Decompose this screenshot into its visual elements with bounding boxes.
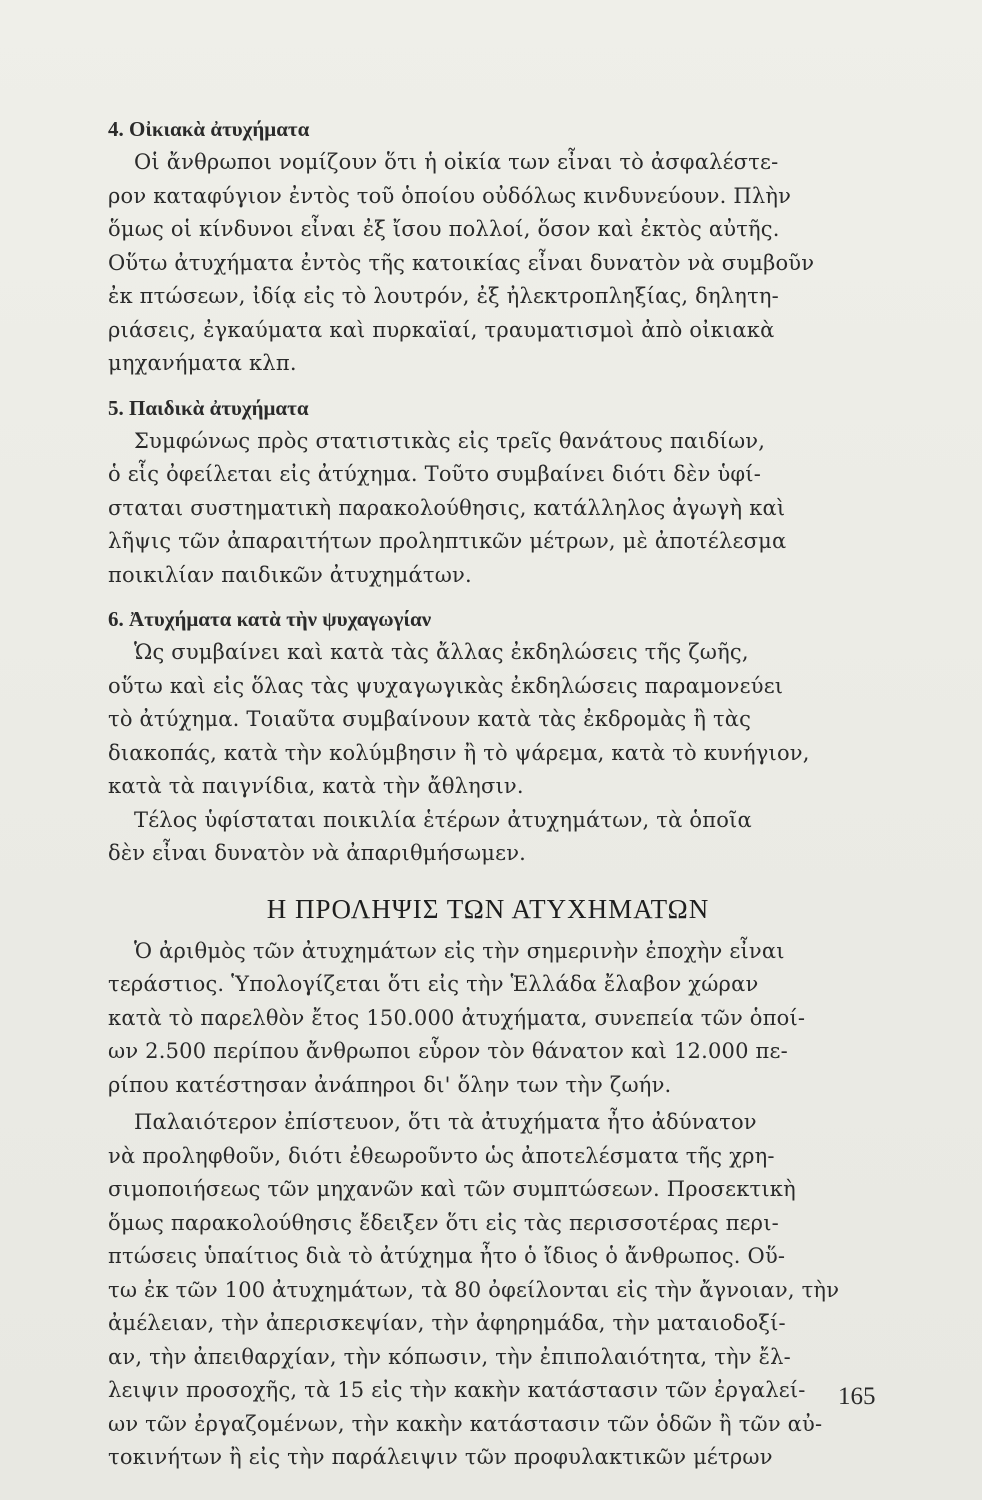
text-line: δὲν εἶναι δυνατὸν νὰ ἀπαριθμήσωμεν.	[108, 841, 527, 865]
text-line: πτώσεις ὑπαίτιος διὰ τὸ ἀτύχημα ἦτο ὁ ἴδιος ὁ ἄνθρωπος. Οὕ-	[108, 1244, 786, 1268]
text-line: Οἱ ἄνθρωποι νομίζουν ὅτι ἡ οἰκία των εἶναι τὸ ἀσφαλέστε-	[134, 150, 779, 174]
text-line: ἐκ πτώσεων, ἰδίᾳ εἰς τὸ λουτρόν, ἐξ ἠλεκτροπληξίας, δηλητη-	[108, 284, 779, 308]
text-line: ων τῶν ἐργαζομένων, τὴν κακὴν κατάστασιν τῶν ὁδῶν ἢ τῶν αὐ-	[108, 1411, 823, 1436]
text-line: κατὰ τὰ παιγνίδια, κατὰ τὴν ἄθλησιν.	[108, 774, 524, 798]
text-line: ων 2.500 περίπου ἄνθρωποι εὗρον τὸν θάνατον καὶ 12.000 πε-	[108, 1039, 788, 1063]
text-line: ὅμως παρακολούθησις ἔδειξεν ὅτι εἰς τὰς περισσοτέρας περι-	[108, 1210, 779, 1235]
text-line: οὕτω καὶ εἰς ὅλας τὰς ψυχαγωγικὰς ἐκδηλώσεις παραμονεύει	[108, 673, 784, 698]
section-heading: 4. Οἰκιακὰ ἀτυχήματα	[108, 117, 310, 141]
section-heading: 6. Ἀτυχήματα κατὰ τὴν ψυχαγωγίαν	[108, 607, 432, 631]
text-line: αν, τὴν ἀπειθαρχίαν, τὴν κόπωσιν, τὴν ἐπιπολαιότητα, τὴν ἔλ-	[108, 1344, 791, 1369]
text-line: Ὁ ἀριθμὸς τῶν ἀτυχημάτων εἰς τὴν σημερινὴν ἐποχὴν εἶναι	[134, 938, 785, 963]
text-line: διακοπάς, κατὰ τὴν κολύμβησιν ἢ τὸ ψάρεμα, κατὰ τὸ κυνήγιον,	[108, 740, 810, 765]
spacer	[108, 381, 868, 391]
text-line: ριάσεις, ἐγκαύματα καὶ πυρκαϊαί, τραυματισμοὶ ἀπὸ οἰκιακὰ	[108, 317, 775, 342]
spacer	[108, 592, 868, 602]
text-line: ρίπου κατέστησαν ἀνάπηροι δι' ὅλην των τὴν ζωήν.	[108, 1072, 672, 1097]
text-line: Οὕτω ἀτυχήματα ἐντὸς τῆς κατοικίας εἶναι δυνατὸν νὰ συμβοῦν	[108, 250, 815, 275]
text-line: Παλαιότερον ἐπίστευον, ὅτι τὰ ἀτυχήματα ἦτο ἀδύνατον	[134, 1110, 757, 1134]
text-line: Συμφώνως πρὸς στατιστικὰς εἰς τρεῖς θανάτους παιδίων,	[134, 428, 766, 453]
text-line: τὸ ἀτύχημα. Τοιαῦτα συμβαίνουν κατὰ τὰς ἐκδρομὰς ἢ τὰς	[108, 707, 752, 731]
text-line: μηχανήματα κλπ.	[108, 351, 297, 375]
text-line: νὰ προληφθοῦν, διότι ἐθεωροῦντο ὡς ἀποτελέσματα τῆς χρη-	[108, 1143, 775, 1168]
text-line: σταται συστηματικὴ παρακολούθησις, κατάλληλος ἀγωγὴ καὶ	[108, 495, 786, 520]
text-line: ὅμως οἱ κίνδυνοι εἶναι ἐξ ἴσου πολλοί, ὅσον καὶ ἐκτὸς αὐτῆς.	[108, 217, 780, 241]
section-heading: 5. Παιδικὰ ἀτυχήματα	[108, 395, 309, 420]
chapter-title: Η ΠΡΟΛΗΨΙΣ ΤΩΝ ΑΤΥΧΗΜΑΤΩΝ	[266, 893, 710, 924]
text-line: τεράστιος. Ὑπολογίζεται ὅτι εἰς τὴν Ἑλλάδα ἔλαβον χώραν	[108, 972, 759, 996]
text-line: ποικιλίαν παιδικῶν ἀτυχημάτων.	[108, 562, 472, 587]
text-line: τω ἐκ τῶν 100 ἀτυχημάτων, τὰ 80 ὀφείλονται εἰς τὴν ἄγνοιαν, τὴν	[108, 1277, 840, 1302]
text-line: Τέλος ὑφίσταται ποικιλία ἑτέρων ἀτυχημάτων, τὰ ὁποῖα	[134, 807, 752, 832]
text-line: ἀμέλειαν, τὴν ἀπερισκεψίαν, τὴν ἀφηρημάδα, τὴν ματαιοδοξί-	[108, 1311, 786, 1335]
text-line: λειψιν προσοχῆς, τὰ 15 εἰς τὴν κακὴν κατάστασιν τῶν ἐργαλεί-	[108, 1378, 806, 1402]
text-line: ρον καταφύγιον ἐντὸς τοῦ ὁποίου οὐδόλως κινδυνεύουν. Πλὴν	[108, 183, 792, 208]
page-number: 165	[838, 1383, 876, 1410]
text-line: Ὡς συμβαίνει καὶ κατὰ τὰς ἄλλας ἐκδηλώσεις τῆς ζωῆς,	[134, 640, 749, 664]
text-line: κατὰ τὸ παρελθὸν ἔτος 150.000 ἀτυχήματα, συνεπεία τῶν ὁποί-	[108, 1005, 806, 1030]
text-line: λῆψις τῶν ἀπαραιτήτων προληπτικῶν μέτρων, μὲ ἀποτέλεσμα	[108, 529, 787, 553]
text-line: σιμοποιήσεως τῶν μηχανῶν καὶ τῶν συμπτώσεων. Προσεκτικὴ	[108, 1177, 796, 1201]
text-line: τοκινήτων ἢ εἰς τὴν παράλειψιν τῶν προφυλακτικῶν μέτρων	[108, 1445, 773, 1469]
text-line: ὁ εἷς ὀφείλεται εἰς ἀτύχημα. Τοῦτο συμβαίνει διότι δὲν ὑφί-	[108, 462, 762, 486]
page-text	[108, 112, 868, 1475]
